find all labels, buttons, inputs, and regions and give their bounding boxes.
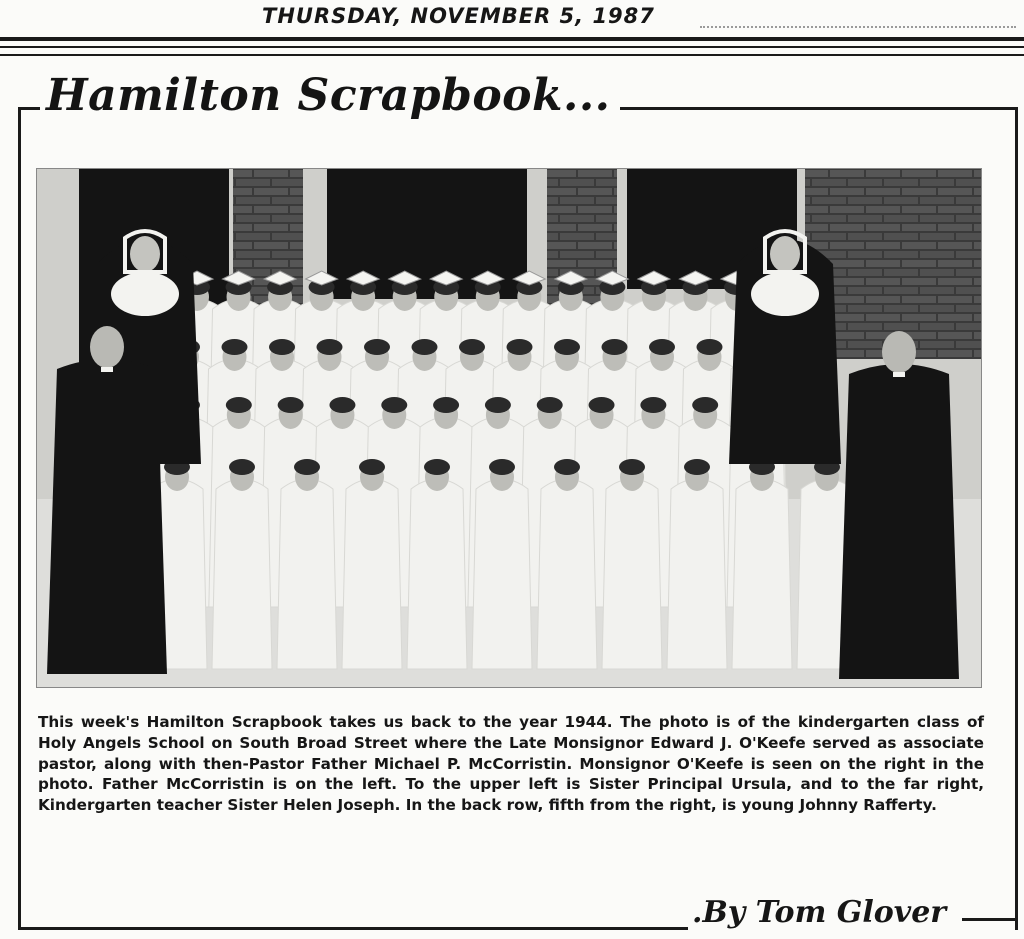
child-figure [732, 459, 792, 669]
priest-figure [839, 331, 959, 679]
child-figure [277, 459, 337, 669]
child-figure [472, 459, 532, 669]
masthead-rule-thin [0, 46, 1024, 48]
box-border-bottom-left [18, 927, 688, 930]
box-border-top-right [620, 107, 1018, 110]
dotted-rule [700, 26, 1016, 28]
class-photo [36, 168, 982, 688]
child-figure [537, 459, 597, 669]
box-border-left [18, 107, 21, 930]
masthead-rule-thin-lower [0, 54, 1024, 56]
box-border-top-left [18, 107, 40, 110]
child-figure [667, 459, 727, 669]
issue-date: THURSDAY, NOVEMBER 5, 1987 [262, 4, 655, 28]
box-border-bottom-right [962, 918, 1018, 921]
byline: .By Tom Glover [692, 895, 947, 930]
nun-figure [729, 231, 841, 464]
child-figure [602, 459, 662, 669]
child-figure [342, 459, 402, 669]
child-figure [407, 459, 467, 669]
masthead-rule-thick [0, 37, 1024, 41]
article-headline: Hamilton Scrapbook... [46, 70, 611, 121]
box-border-right [1015, 107, 1018, 930]
child-figure [212, 459, 272, 669]
priest-figure [47, 326, 167, 674]
photo-caption: This week's Hamilton Scrapbook takes us back to the year 1944. The photo is of the kindergarten class of Holy Angels School on South Broad Street where the Late Monsignor Edward J. O'Keefe served as associate pastor, along with then-Pastor Father Michael P. McCorristin. Monsignor O'Keefe is seen on the right in the photo. Father McCorristin is on the left. To the upper left is Sister Principal Ursula, and to the far right, Kindergarten teacher Sister Helen Joseph. In the back row, fifth from the right, is young Johnny Rafferty. [38, 713, 984, 815]
